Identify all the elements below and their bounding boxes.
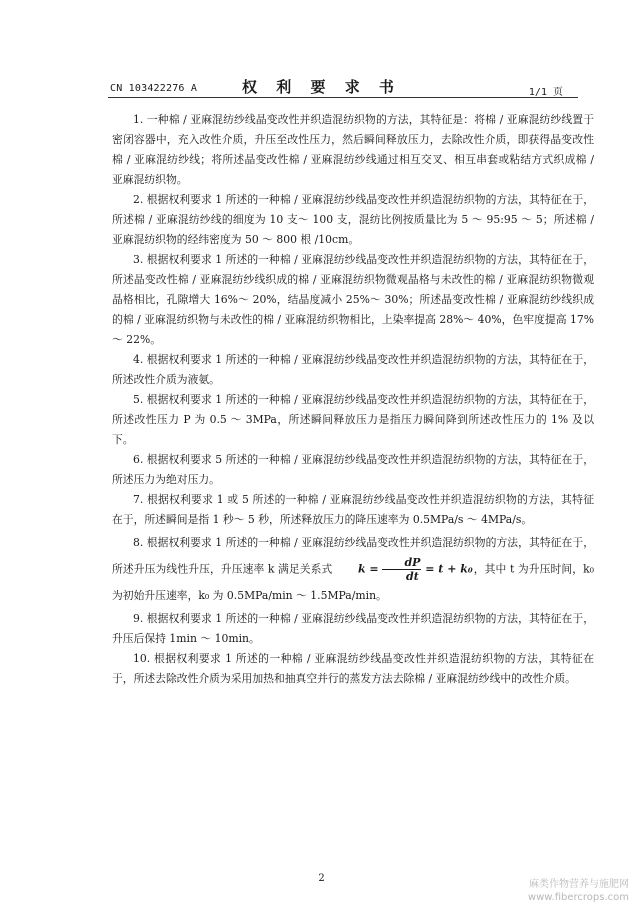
claim-8-text-end: ，其中 t 为升压时间，k₀ 为初始升压速率，k₀ 为 0.5MPa/min ～ 1.5MPa/min。 (112, 562, 594, 602)
claim-1: 1. 一种棉 / 亚麻混纺纱线晶变改性并织造混纺织物的方法，其特征是：将棉 / 亚麻混纺纱线置于密闭容器中，充入改性介质，升压至改性压力，然后瞬间释放压力，去除改性介质，即获得晶变改性棉 / 亚麻混纺纱线；将所述晶变改性棉 / 亚麻混纺纱线通过相互交叉、相互串套或粘结方式织成棉 / 亚麻混纺织物。 (112, 113, 594, 186)
claim-5: 5. 根据权利要求 1 所述的一种棉 / 亚麻混纺纱线晶变改性并织造混纺织物的方法，其特征在于，所述改性压力 P 为 0.5 ～ 3MPa，所述瞬间释放压力是指压力瞬间降到所述改性压力的 1% 及以下。 (112, 393, 594, 446)
page-title: 权 利 要 求 书 (242, 78, 401, 96)
claim-8-text-start: 8. 根据权利要求 1 所述的一种棉 / 亚麻混纺纱线晶变改性并织造混纺织物的方法，其特征在于，所述升压为线性升压，升压速率 k 满足关系式 (112, 536, 594, 576)
header-divider (108, 97, 578, 98)
watermark (528, 878, 629, 904)
claim-7: 7. 根据权利要求 1 或 5 所述的一种棉 / 亚麻混纺纱线晶变改性并织造混纺织物的方法，其特征在于，所述瞬间是指 1 秒～ 5 秒，所述释放压力的降压速率为 0.5MPa/s ～ 4MPa/s。 (112, 493, 594, 526)
formula-denominator: dt (406, 570, 419, 583)
claim-10: 10. 根据权利要求 1 所述的一种棉 / 亚麻混纺纱线晶变改性并织造混纺织物的方法，其特征在于，所述去除改性介质为采用加热和抽真空并行的蒸发方法去除棉 / 亚麻混纺纱线中的改性介质。 (112, 652, 594, 685)
publication-number: CN 103422276 A (110, 83, 198, 94)
claim-9: 9. 根据权利要求 1 所述的一种棉 / 亚麻混纺纱线晶变改性并织造混纺织物的方法，其特征在于，升压后保持 1min ～ 10min。 (112, 612, 594, 645)
page-indicator: 1/1 页 (528, 87, 563, 98)
formula-numerator: dP (382, 556, 421, 570)
claim-2: 2. 根据权利要求 1 所述的一种棉 / 亚麻混纺纱线晶变改性并织造混纺织物的方法，其特征在于，所述棉 / 亚麻混纺纱线的细度为 10 支～ 100 支，混纺比例按质量比为 5 ～ 95:95 ～ 5；所述棉 / 亚麻混纺织物的经纬密度为 50 ～ 800 根 /10cm。 (112, 193, 594, 246)
watermark-line-2: www.fibercrops.com (527, 892, 629, 903)
claim-6: 6. 根据权利要求 5 所述的一种棉 / 亚麻混纺纱线晶变改性并织造混纺织物的方法，其特征在于，所述压力为绝对压力。 (112, 453, 594, 486)
watermark-line-1: 麻类作物营养与施肥网 (529, 879, 629, 890)
page-number: 2 (318, 873, 325, 884)
claims-body (112, 110, 594, 689)
claim-4: 4. 根据权利要求 1 所述的一种棉 / 亚麻混纺纱线晶变改性并织造混纺织物的方法，其特征在于，所述改性介质为液氨。 (112, 353, 594, 386)
formula-fraction (382, 556, 421, 583)
claim-3: 3. 根据权利要求 1 所述的一种棉 / 亚麻混纺纱线晶变改性并织造混纺织物的方法，其特征在于，所述晶变改性棉 / 亚麻混纺纱线织成的棉 / 亚麻混纺织物微观晶格与未改性的棉 / 亚麻混纺织物微观晶格相比，孔隙增大 16%～ 20%，结晶度减小 25%～ 30%；所述晶变改性棉 / 亚麻混纺纱线织成的棉 / 亚麻混纺织物与未改性的棉 / 亚麻混纺织物相比，上染率提高 28%～ 40%，色牢度提高 17%～ 22%。 (112, 253, 594, 346)
formula-rhs: = t + k₀ (421, 562, 473, 576)
formula-lhs: k = (357, 562, 383, 576)
rate-formula (337, 556, 473, 583)
claim-8 (112, 530, 594, 609)
